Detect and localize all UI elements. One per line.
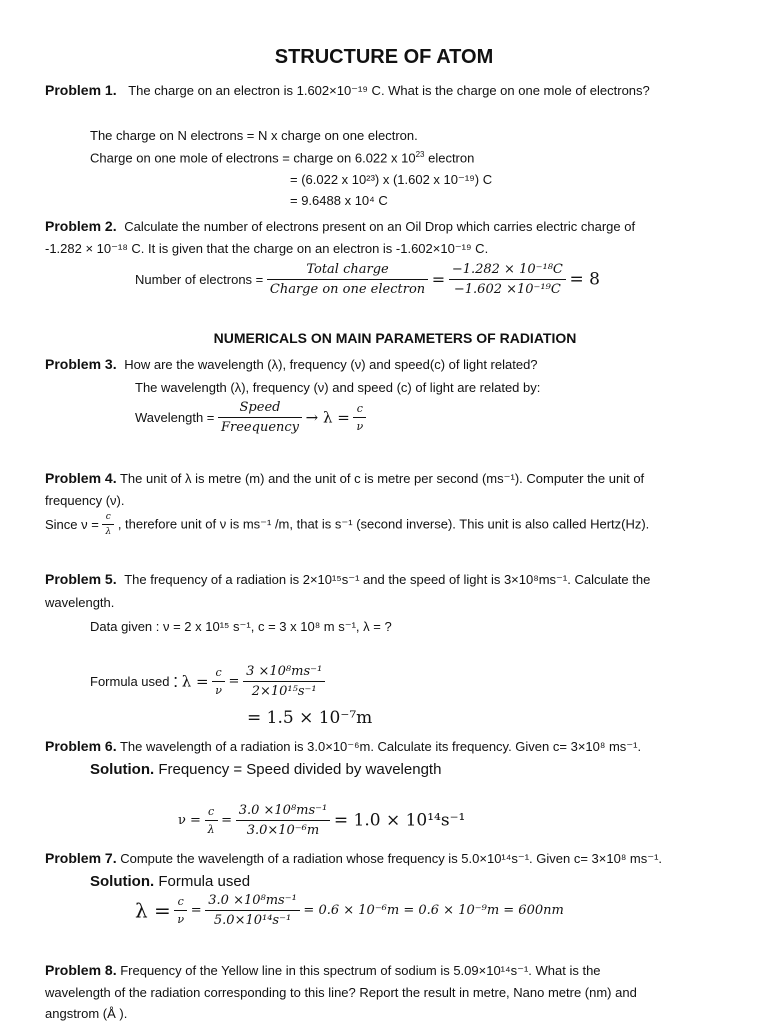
- question-text: Calculate the number of electrons present on an Oil Drop which carries electric charge of: [124, 219, 636, 234]
- data-given: Data given : ν = 2 x 10¹⁵ s⁻¹, c = 3 x 10⁸ m s⁻¹, λ = ?: [90, 619, 392, 634]
- problem-label: Problem 1.: [45, 82, 117, 98]
- problem-6-question: [45, 738, 641, 755]
- problem-8-question: [45, 962, 601, 979]
- question-text: The charge on an electron is 1.602×10⁻¹⁹ C. What is the charge on one mole of electrons?: [128, 83, 650, 98]
- equation: Wavelength = $\frac{\text{Speed}}{\text{Freequency}}$ → λ = $\frac{c}{\nu}$: [135, 400, 366, 435]
- section-heading: NUMERICALS ON MAIN PARAMETERS OF RADIATION: [213, 330, 577, 346]
- question-text: angstrom (Å ).: [45, 1006, 128, 1021]
- equation: λ = $\frac{c}{\nu}$ = $\frac{\text{3.0 ×10⁸ms⁻¹}}{\text{5.0×10¹⁴s⁻¹}}$ = 0.6 × 10⁻⁶m = 0.6 × 10⁻⁹m = 600nm: [135, 893, 564, 928]
- problem-3-question: [45, 356, 538, 372]
- answer-text: Since ν = $\frac{c}{\lambda}$ , therefore unit of ν is ms⁻¹ /m, that is s⁻¹ (second inverse). This unit is also called Hertz(Hz).: [45, 512, 650, 537]
- problem-label: Problem 6.: [45, 738, 117, 754]
- problem-label: Problem 5.: [45, 571, 117, 587]
- question-text: wavelength of the radiation corresponding to this line? Report the result in metre, Nano metre (nm) and: [45, 985, 637, 1000]
- solution-line: Solution. Formula used: [90, 873, 251, 890]
- solution-line: = (6.022 x 10²³) x (1.602 x 10⁻¹⁹) C: [290, 172, 493, 187]
- question-text: Compute the wavelength of a radiation whose frequency is 5.0×10¹⁴s⁻¹. Given c= 3×10⁸ ms⁻¹.: [120, 851, 663, 866]
- equation: ν = $\frac{c}{\lambda}$ = $\frac{\text{3.0 ×10⁸ms⁻¹}}{\text{3.0×10⁻⁶m}}$ = 1.0 × 10¹⁴s⁻¹: [178, 803, 466, 838]
- problem-4-question: [45, 470, 644, 487]
- solution-line: The charge on N electrons = N x charge on one electron.: [90, 128, 418, 143]
- question-text: frequency (ν).: [45, 493, 125, 508]
- problem-label: Problem 8.: [45, 962, 117, 978]
- solution-line: Solution. Frequency = Speed divided by wavelength: [90, 761, 442, 778]
- question-text: How are the wavelength (λ), frequency (ν) and speed(c) of light related?: [124, 357, 538, 372]
- equation: Formula used : λ = $\frac{c}{\nu}$ = $\frac{\text{3 ×10⁸ms⁻¹}}{\text{2×10¹⁵s⁻¹}}$: [90, 664, 325, 699]
- answer-text: The wavelength (λ), frequency (ν) and speed (c) of light are related by:: [135, 380, 541, 395]
- result: = 1.5 × 10⁻⁷m: [247, 708, 373, 728]
- question-text: The frequency of a radiation is 2×10¹⁵s⁻¹ and the speed of light is 3×10⁸ms⁻¹. Calculate the: [124, 572, 651, 587]
- problem-2-question: [45, 218, 635, 234]
- problem-7-question: [45, 850, 662, 867]
- solution-line: = 9.6488 x 10⁴ C: [290, 193, 388, 208]
- problem-1-question: [45, 82, 650, 99]
- solution-line: Charge on one mole of electrons = charge on 6.022 x $10^{23}$ electron: [90, 150, 475, 166]
- problem-label: Problem 7.: [45, 850, 117, 866]
- page-title: STRUCTURE OF ATOM: [274, 46, 494, 68]
- problem-label: Problem 2.: [45, 218, 117, 234]
- question-text: The wavelength of a radiation is 3.0×10⁻⁶m. Calculate its frequency. Given c= 3×10⁸ ms⁻¹.: [119, 739, 642, 754]
- problem-label: Problem 3.: [45, 356, 117, 372]
- equation: Number of electrons = $\frac{\text{Total charge}}{\text{Charge on one electron}}$ = $\frac{\text{−1.282 × 10⁻¹⁸C}}{\text{−1.602 ×10⁻¹⁹C}}$ = 8: [135, 262, 600, 297]
- problem-label: Problem 4.: [45, 470, 117, 486]
- question-text: -1.282 × 10⁻¹⁸ C. It is given that the charge on an electron is -1.602×10⁻¹⁹ C.: [45, 241, 489, 256]
- problem-5-question: [45, 571, 650, 588]
- question-text: The unit of λ is metre (m) and the unit of c is metre per second (ms⁻¹). Computer the unit of: [119, 471, 645, 486]
- question-text: Frequency of the Yellow line in this spectrum of sodium is 5.09×10¹⁴s⁻¹. What is the: [120, 963, 601, 978]
- question-text: wavelength.: [45, 595, 115, 610]
